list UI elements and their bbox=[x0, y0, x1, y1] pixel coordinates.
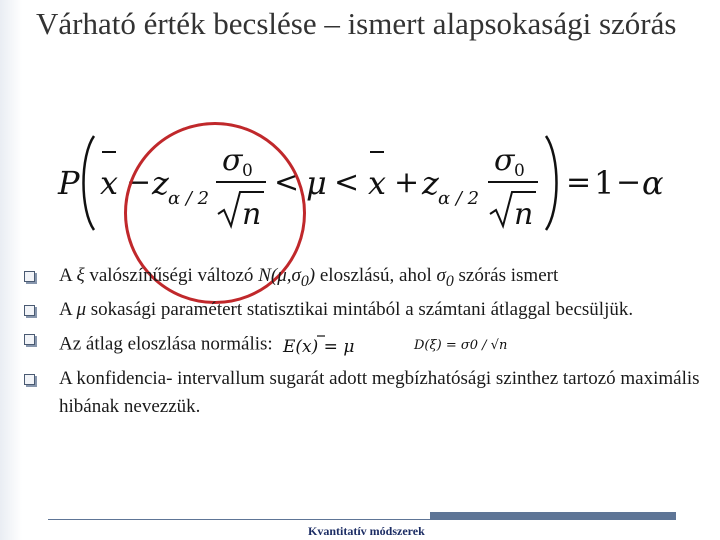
stddev-text: D(ξ) = σ0 / √n bbox=[414, 337, 508, 353]
bullet-item-3 bbox=[0, 325, 700, 365]
formula-sigma-sub-2: 0 bbox=[514, 161, 525, 181]
formula-minus-2: − bbox=[616, 165, 642, 200]
mean-stddev-formula bbox=[412, 325, 508, 365]
formula-n-2: n bbox=[514, 197, 534, 232]
formula-n-1: n bbox=[242, 197, 262, 232]
footer-divider bbox=[48, 519, 676, 520]
formula-lt-2: < bbox=[334, 165, 360, 200]
bullet-1-a: A bbox=[59, 265, 77, 286]
bullet-4-a: A konfidencia- intervallum sugarát adott megbízhatósági szinthez tartozó maximális hibának nevezzük. bbox=[59, 367, 700, 418]
formula-xbar-1: x bbox=[100, 164, 119, 202]
bullet-2-a: A bbox=[59, 299, 77, 321]
bullet-box-icon bbox=[24, 271, 35, 282]
formula-mu: μ bbox=[306, 164, 327, 202]
formula-P: P bbox=[58, 164, 80, 202]
footer-label: Kvantitatív módszerek bbox=[308, 524, 425, 538]
formula-sigma-1: σ bbox=[222, 143, 243, 178]
bullet-3-a: Az átlag eloszlása normális: bbox=[59, 333, 273, 355]
bullet-2-b: sokasági paramétert statisztikai mintából a számtani átlaggal becsüljük. bbox=[85, 299, 634, 321]
bullet-1-c: eloszlású, ahol bbox=[315, 265, 437, 286]
bullet-1-dist-sub: 0 bbox=[300, 272, 309, 290]
formula-z-2: z bbox=[422, 164, 439, 202]
bullet-box-icon bbox=[24, 334, 35, 345]
bullet-item-2 bbox=[0, 296, 700, 325]
expectation-text: E(x) = μ bbox=[283, 336, 355, 357]
bullet-1-sigma: σ bbox=[436, 265, 446, 286]
bullet-1-b: valószínűségi változó bbox=[84, 265, 259, 286]
formula-one: 1 bbox=[594, 164, 615, 202]
formula-xbar-2: x bbox=[368, 164, 387, 202]
formula-lt-1: < bbox=[274, 165, 300, 200]
bullet-1-dist: N(μ,σ bbox=[258, 265, 301, 286]
bullet-box-icon bbox=[24, 305, 35, 316]
formula-z-1: z bbox=[152, 164, 169, 202]
formula-sigma-sub-1: 0 bbox=[242, 161, 253, 181]
formula-right-paren bbox=[546, 136, 557, 230]
formula-plus: + bbox=[394, 165, 420, 200]
bullet-item-4 bbox=[0, 365, 700, 422]
slide-title: Várható érték becslése – ismert alapsokasági szórás bbox=[36, 6, 677, 41]
bullet-1-dist-close: ) bbox=[308, 265, 316, 286]
mean-expectation-formula bbox=[277, 332, 377, 358]
bullet-1-sigma-sub: 0 bbox=[445, 272, 454, 290]
bullet-1-d: szórás ismert bbox=[453, 265, 559, 286]
formula-sigma-2: σ bbox=[494, 143, 515, 178]
bullet-2-mu: μ bbox=[76, 299, 86, 321]
bullet-list bbox=[0, 262, 700, 422]
formula-alpha-half-1: α / 2 bbox=[168, 188, 210, 209]
formula-minus: − bbox=[126, 165, 152, 200]
formula-left-paren bbox=[84, 136, 95, 230]
formula-alpha: α bbox=[642, 164, 664, 202]
bullet-box-icon bbox=[24, 374, 35, 385]
formula-equals: = bbox=[566, 165, 592, 200]
bullet-1-xi: ξ bbox=[76, 265, 85, 286]
formula-alpha-half-2: α / 2 bbox=[438, 188, 480, 209]
bullet-item-1 bbox=[0, 262, 700, 296]
